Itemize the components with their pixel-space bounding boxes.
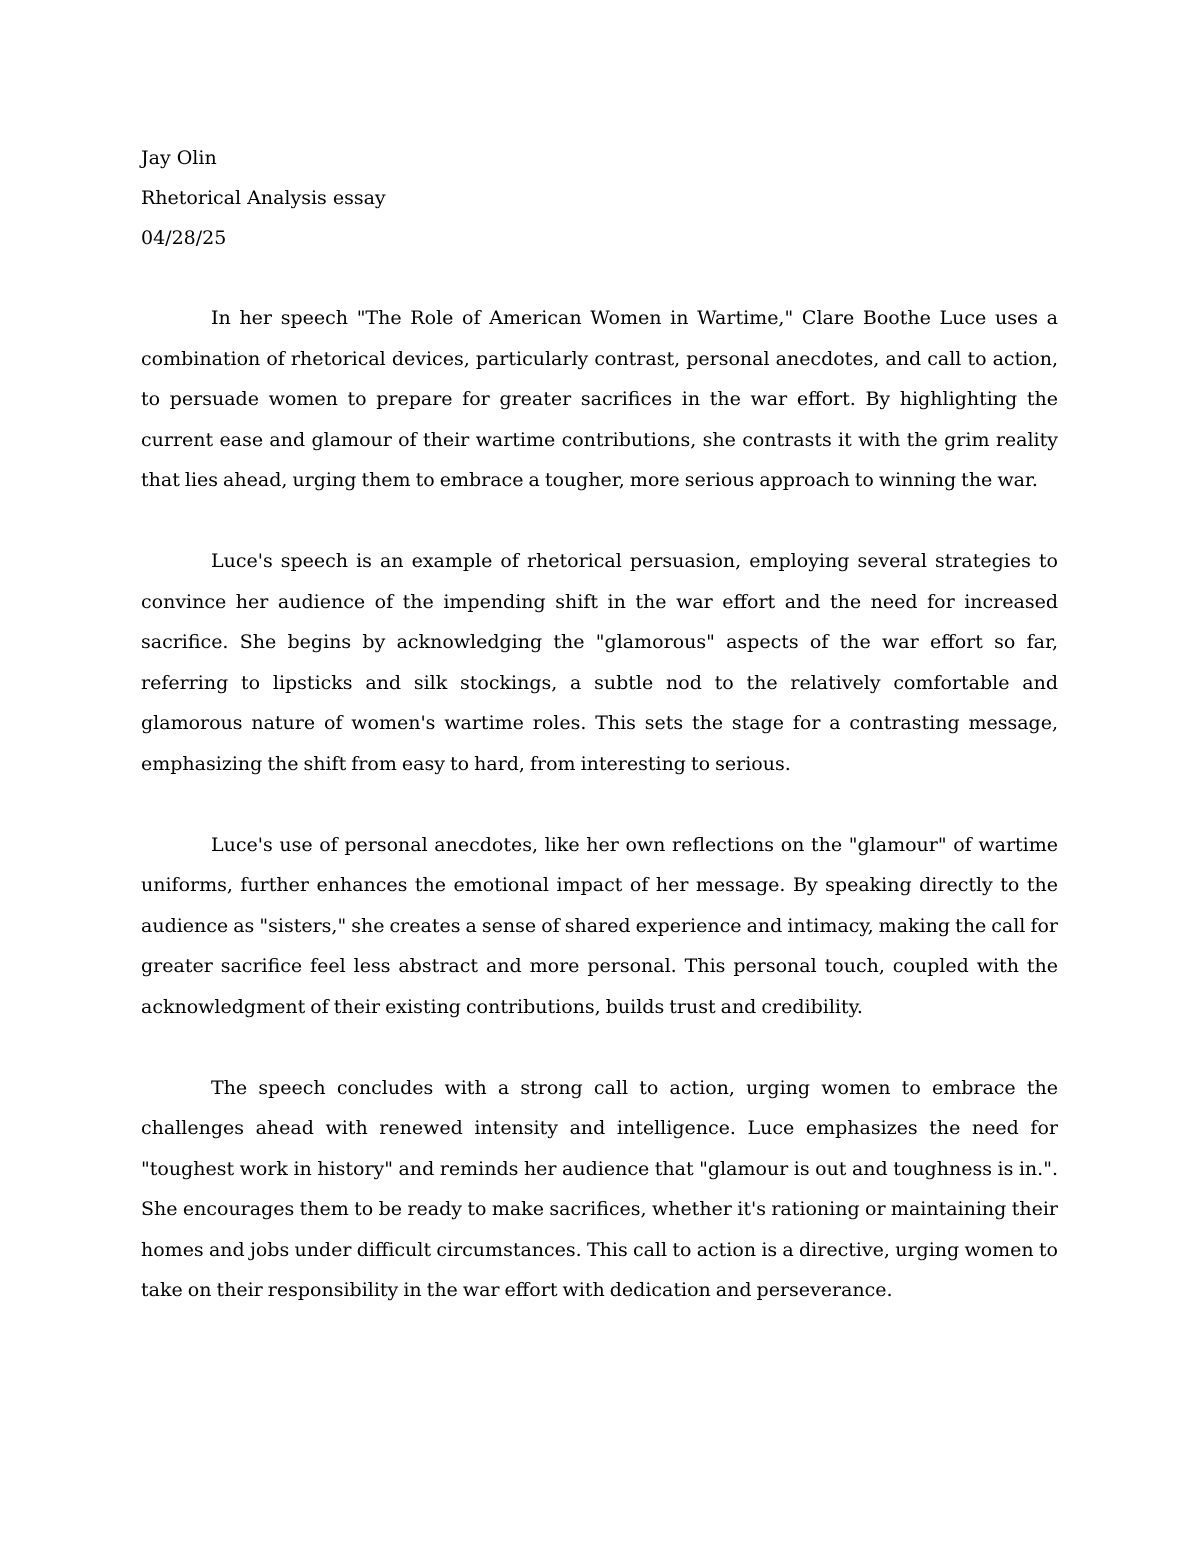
essay-title: Rhetorical Analysis essay [141, 187, 386, 209]
paragraph-introduction: In her speech "The Role of American Women in Wartime," Clare Boothe Luce uses a combination of rhetorical devices, particularly contrast, personal anecdotes, and call to action, to persuade women to prepare for greater sacrifices in the war effort. By highlighting the current ease and glamour of their wartime contributions, she contrasts it with the grim reality that lies ahead, urging them to embrace a tougher, more serious approach to winning the war. [141, 307, 1058, 491]
paragraph-call-to-action: The speech concludes with a strong call to action, urging women to embrace the challenges ahead with renewed intensity and intelligence. Luce emphasizes the need for "toughest work in history" and reminds her audience that "glamour is out and toughness is in.". She encourages them to be ready to make sacrifices, whether it's rationing or maintaining their homes and jobs under difficult circumstances. This call to action is a directive, urging women to take on their responsibility in the war effort with dedication and perseverance. [141, 1076, 1058, 1301]
author-name: Jay Olin [141, 147, 217, 169]
document-body [141, 138, 1058, 1351]
paragraph-anecdotes: Luce's use of personal anecdotes, like her own reflections on the "glamour" of wartime uniforms, further enhances the emotional impact of her message. By speaking directly to the audience as "sisters," she creates a sense of shared experience and intimacy, making the call for greater sacrifice feel less abstract and more personal. This personal touch, coupled with the acknowledgment of their existing contributions, builds trust and credibility. [141, 833, 1058, 1018]
essay-date: 04/28/25 [141, 227, 227, 249]
paragraph-contrast: Luce's speech is an example of rhetorical persuasion, employing several strategies to convince her audience of the impending shift in the war effort and the need for increased sacrifice. She begins by acknowledging the "glamorous" aspects of the war effort so far, referring to lipsticks and silk stockings, a subtle nod to the relatively comfortable and glamorous nature of women's wartime roles. This sets the stage for a contrasting message, emphasizing the shift from easy to hard, from interesting to serious. [141, 550, 1058, 775]
